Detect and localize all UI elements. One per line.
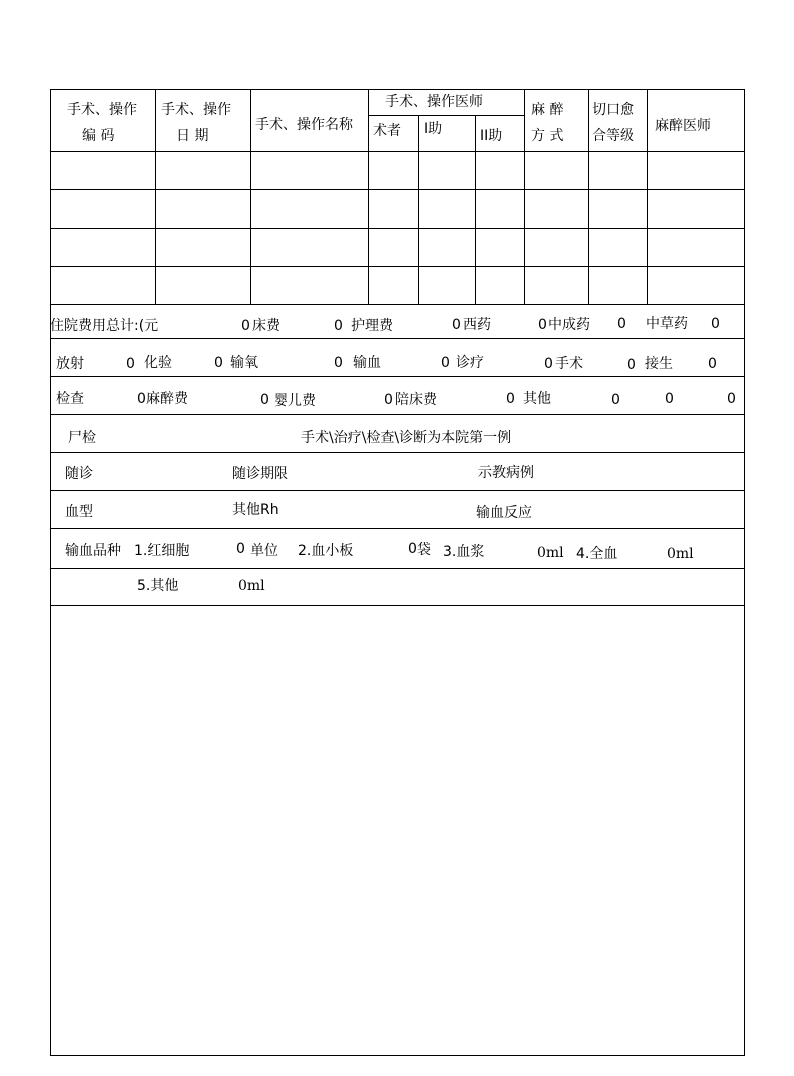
cost-label-bed: 床费 [252,318,280,334]
blood-row-bottom [50,528,745,529]
cost-label-oxygen: 输氧 [230,355,258,371]
cost-label-transfusion: 输血 [353,355,381,371]
header-anesthesia-method-line1: 麻 醉 [531,102,564,118]
cost-value: 0 [441,355,450,371]
transfusion-row-bottom [50,568,745,569]
cost-value: 0 [260,392,269,408]
cost-value: 0 [137,391,146,407]
cost-label-lab-test: 化验 [144,355,172,371]
other-blood-label: 5.其他 [137,578,179,594]
rbc-label: 1.红细胞 [134,543,190,559]
cost-value: 0 [708,356,717,372]
first-case-label: 手术\治疗\检查\诊断为本院第一例 [301,430,512,446]
transfusion-reaction-label: 输血反应 [476,505,532,521]
op-col-line-2 [250,89,251,305]
cost-label-treatment: 诊疗 [456,355,484,371]
platelet-unit: 袋 [417,542,431,558]
cost-value: 0 [334,355,343,371]
header-anesthetist: 麻醉医师 [655,118,711,134]
plasma-label: 3.血浆 [443,544,485,560]
header-doctor-group: 手术、操作医师 [385,94,483,110]
followup-row-bottom [50,490,745,491]
cost-value: 0 [627,357,636,373]
cost-label-anesthesia: 麻醉费 [146,391,188,407]
cost-value: 0 [384,392,393,408]
transfusion-other-row-bottom [50,605,745,606]
transfusion-type-label: 输血品种 [65,543,121,559]
followup-label: 随诊 [65,466,93,482]
header-op-name: 手术、操作名称 [255,117,353,133]
cost-value: 0 [617,316,626,332]
cost-label-delivery: 接生 [645,356,673,372]
table-bottom-border [50,1055,745,1056]
followup-period-label: 随诊期限 [232,466,288,482]
rh-label: 其他Rh [232,502,279,518]
op-col-line-1 [155,89,156,305]
blood-type-label: 血型 [65,504,93,520]
rbc-unit: 单位 [250,543,278,559]
cost-label-western-medicine: 西药 [463,317,491,333]
cost-label-examination: 检查 [56,391,84,407]
header-op-date-line1: 手术、操作 [161,102,231,118]
plasma-value: 0ml [537,545,564,561]
op-col-line-3 [368,89,369,305]
cost-value: 0 [452,317,461,333]
cost-total-label: 住院费用总计:(元 [50,318,159,334]
header-assistant-2: II助 [480,128,503,144]
header-wound-grade-line2: 合等级 [592,128,634,144]
header-op-code-line2: 编 码 [82,128,115,144]
op-col-line-8 [647,89,648,305]
whole-blood-label: 4.全血 [576,546,618,562]
table-left-border [50,89,51,1056]
op-col-line-7 [588,89,589,305]
autopsy-row-bottom [50,452,745,453]
cost-label-nursing: 护理费 [351,318,393,334]
whole-blood-value: 0ml [667,546,694,562]
cost-value: 0 [506,391,515,407]
cost-value: 0 [334,318,343,334]
cost-label-accompany-bed: 陪床费 [395,392,437,408]
autopsy-label: 尸检 [68,430,96,446]
rbc-value: 0 [236,541,245,557]
cost-value: 0 [544,356,553,372]
cost-row2-bottom [50,376,745,377]
cost-value: 0 [711,316,720,332]
platelet-label: 2.血小板 [298,543,354,559]
header-op-date-line2: 日 期 [176,128,209,144]
header-surgeon: 术者 [373,123,401,139]
cost-value: 0 [665,391,674,407]
teaching-case-label: 示教病例 [478,465,534,481]
op-col-line-4 [418,115,419,305]
cost-value: 0 [727,391,736,407]
cost-row3-bottom [50,414,745,415]
cost-value: 0 [241,318,250,334]
cost-value: 0 [126,356,135,372]
header-assistant-1: I助 [424,121,443,137]
cost-label-surgery: 手术 [555,356,583,372]
op-col-line-6 [524,89,525,305]
cost-value: 0 [611,392,620,408]
header-op-code-line1: 手术、操作 [67,102,137,118]
cost-label-other: 其他 [523,391,551,407]
op-col-line-5 [475,115,476,305]
other-blood-value: 0ml [238,578,265,594]
cost-label-radiology: 放射 [56,356,84,372]
header-wound-grade-line1: 切口愈 [592,102,634,118]
header-anesthesia-method-line2: 方 式 [531,128,564,144]
table-right-border [744,89,745,1056]
cost-label-patent-medicine: 中成药 [548,317,590,333]
cost-label-infant: 婴儿费 [274,393,316,409]
cost-value: 0 [538,317,547,333]
cost-value: 0 [214,355,223,371]
doctor-group-divider [368,115,525,116]
platelet-value: 0 [408,541,417,557]
cost-row1-bottom [50,338,745,339]
cost-label-herbal-medicine: 中草药 [646,316,688,332]
